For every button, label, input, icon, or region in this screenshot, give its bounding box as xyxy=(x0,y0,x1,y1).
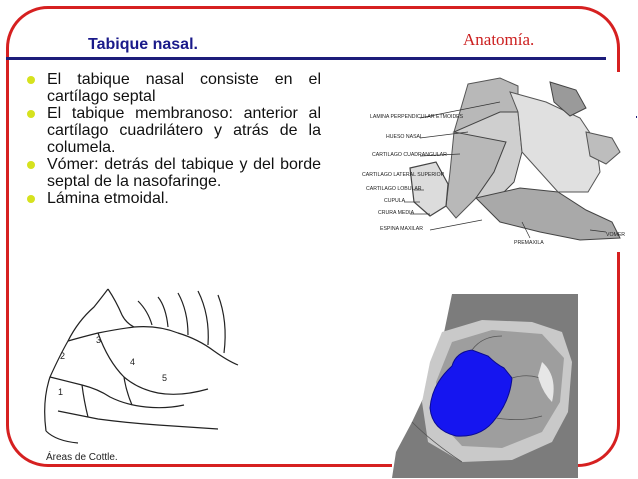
label-espina-maxilar: ESPINA MAXILAR xyxy=(380,226,423,232)
bullet-item: El tabique membranoso: anterior al cartílago cuadrilátero y atrás de la columela. xyxy=(26,105,321,156)
area-number-2: 2 xyxy=(60,351,66,361)
label-crura-media: CRURA MEDIA xyxy=(378,210,415,216)
bullet-dot xyxy=(27,161,35,169)
label-cartilago-lobular: CARTILAGO LOBULAR xyxy=(366,186,422,192)
area-number-1: 1 xyxy=(58,387,64,397)
slide-title: Tabique nasal. xyxy=(88,36,198,53)
bullet-item: Lámina etmoidal. xyxy=(26,190,321,207)
label-premaxila: PREMAXILA xyxy=(514,240,544,246)
bullet-dot xyxy=(27,76,35,84)
bullet-dot xyxy=(27,110,35,118)
figure-caption: Áreas de Cottle. xyxy=(46,452,118,463)
label-cupula: CUPULA xyxy=(384,198,406,204)
bullet-item: Vómer: detrás del tabique y del borde septal de la nasofaringe. xyxy=(26,156,321,190)
label-cartilago-lateral: CARTILAGO LATERAL SUPERIOR xyxy=(362,172,445,178)
septum-highlight-figure xyxy=(392,292,578,478)
divider-line xyxy=(6,57,606,60)
bullet-item: El tabique nasal consiste en el cartílago septal xyxy=(26,71,321,105)
septum-anatomy-figure xyxy=(350,72,636,252)
area-number-4: 4 xyxy=(130,357,136,367)
label-lamina-perpendicular: LAMINA PERPENDICULAR ETMOIDES xyxy=(370,114,464,120)
label-cartilago-cuadrangular: CARTILAGO CUADRANGULAR xyxy=(372,152,447,158)
cottle-areas-figure xyxy=(38,281,240,449)
top-label: Anatomía. xyxy=(463,30,535,49)
bullet-list xyxy=(26,71,321,207)
label-hueso-nasal: HUESO NASAL xyxy=(386,134,423,140)
area-number-5: 5 xyxy=(162,373,168,383)
area-number-3: 3 xyxy=(96,335,102,345)
bullet-dot xyxy=(27,195,35,203)
label-vomer: VOMER xyxy=(606,232,626,238)
